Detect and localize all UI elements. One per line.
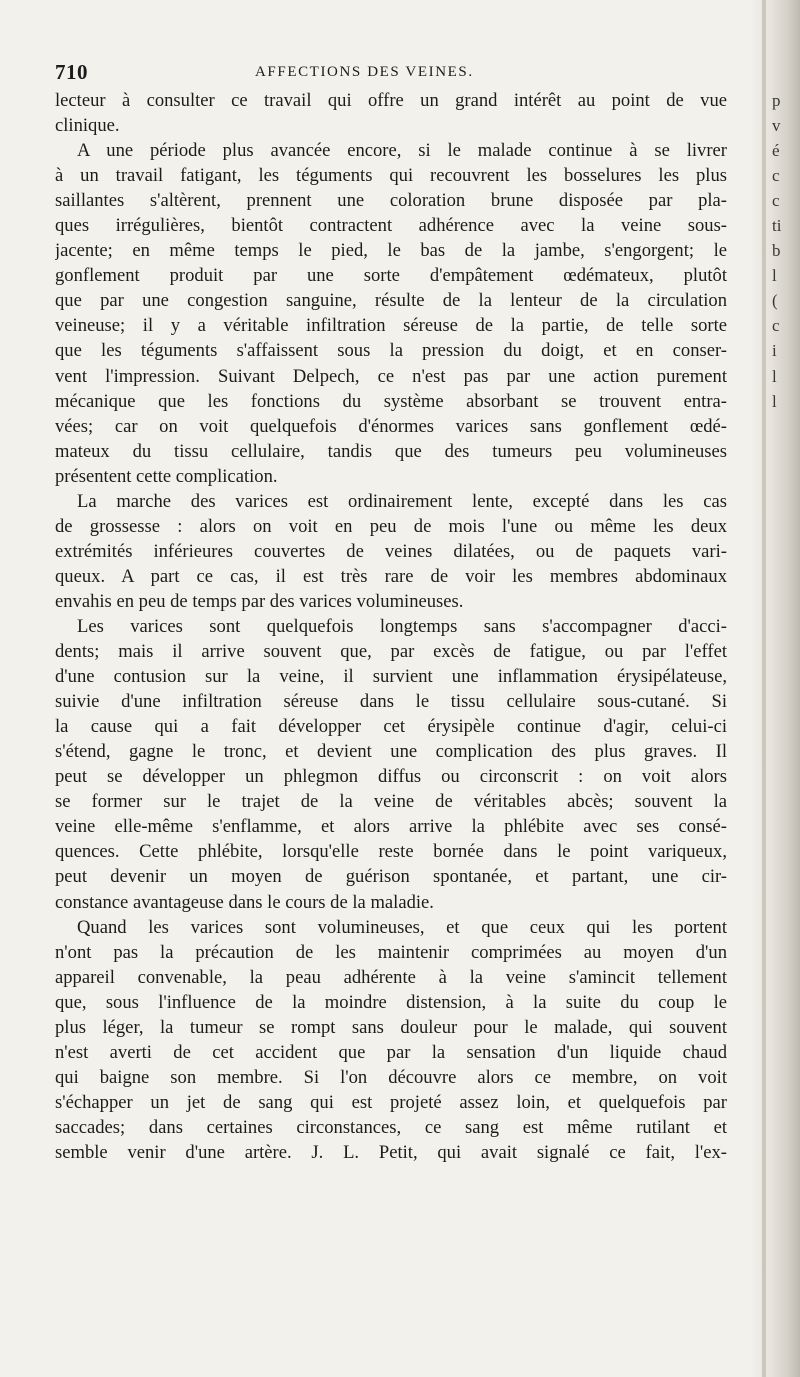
- text-line: suivie d'une infiltration séreuse dans le tissu cellulaire sous-cutané. Si: [55, 691, 727, 713]
- text-line: vées; car on voit quelquefois d'énormes varices sans gonflement œdé-: [55, 415, 727, 437]
- text-line: queux. A part ce cas, il est très rare de voir les membres abdominaux: [55, 565, 727, 587]
- margin-fragment: v: [772, 116, 781, 136]
- margin-fragment: (: [772, 291, 778, 311]
- margin-fragment: c: [772, 166, 780, 186]
- margin-fragment: l: [772, 366, 777, 386]
- margin-fragment: ti: [772, 216, 782, 236]
- text-line: plus léger, la tumeur se rompt sans douleur pour le malade, qui souvent: [55, 1016, 727, 1038]
- text-line: que, sous l'influence de la moindre distension, à la suite du coup le: [55, 991, 727, 1013]
- margin-fragment: c: [772, 316, 780, 336]
- text-line: lecteur à consulter ce travail qui offre un grand intérêt au point de vue: [55, 90, 727, 111]
- text-line: de grossesse : alors on voit en peu de mois l'une ou même les deux: [55, 515, 727, 537]
- page-number: 710: [55, 60, 88, 84]
- text-line: peut devenir un moyen de guérison spontanée, et partant, une cir-: [55, 866, 727, 888]
- margin-fragment: i: [772, 341, 777, 361]
- margin-fragment: b: [772, 241, 781, 261]
- binding-edge: [752, 0, 800, 1377]
- paragraph-start-line: A une période plus avancée encore, si le malade continue à se livrer: [77, 140, 727, 162]
- text-line: veineuse; il y a véritable infiltration séreuse de la partie, de telle sorte: [55, 315, 727, 337]
- text-line: ques irrégulières, bientôt contractent adhérence avec la veine sous-: [55, 215, 727, 237]
- text-line: semble venir d'une artère. J. L. Petit, qui avait signalé ce fait, l'ex-: [55, 1141, 727, 1163]
- text-line: mécanique que les fonctions du système absorbant se trouvent entra-: [55, 390, 727, 412]
- text-line: que par une congestion sanguine, résulte de la lenteur de la circulation: [55, 290, 727, 312]
- text-line: appareil convenable, la peau adhérente à la veine s'amincit tellement: [55, 966, 727, 988]
- text-line: extrémités inférieures couvertes de veines dilatées, ou de paquets vari-: [55, 540, 727, 562]
- margin-fragment: l: [772, 266, 777, 286]
- paragraph-start-line: La marche des varices est ordinairement lente, excepté dans les cas: [77, 490, 727, 512]
- margin-fragment: l: [772, 391, 777, 411]
- text-line: clinique.: [55, 115, 120, 137]
- text-line: qui baigne son membre. Si l'on découvre alors ce membre, on voit: [55, 1066, 727, 1088]
- text-line: quences. Cette phlébite, lorsqu'elle reste bornée dans le point variqueux,: [55, 841, 727, 863]
- margin-fragment: é: [772, 141, 780, 161]
- text-line: veine elle-même s'enflamme, et alors arrive la phlébite avec ses consé-: [55, 816, 727, 838]
- body-text: [55, 88, 727, 1165]
- text-line: n'ont pas la précaution de les maintenir comprimées au moyen d'un: [55, 941, 727, 963]
- text-line: envahis en peu de temps par des varices volumineuses.: [55, 590, 464, 612]
- text-line: dents; mais il arrive souvent que, par excès de fatigue, ou par l'effet: [55, 641, 727, 663]
- facing-page-fragments: [772, 88, 794, 414]
- text-line: la cause qui a fait développer cet érysipèle continue d'agir, celui-ci: [55, 716, 727, 738]
- margin-fragment: p: [772, 91, 781, 110]
- text-line: gonflement produit par une sorte d'empâtement œdémateux, plutôt: [55, 265, 727, 287]
- text-line: à un travail fatigant, les téguments qui recouvrent les bosselures les plus: [55, 165, 727, 187]
- text-line: n'est averti de cet accident que par la sensation d'un liquide chaud: [55, 1041, 727, 1063]
- text-line: mateux du tissu cellulaire, tandis que des tumeurs peu volumineuses: [55, 440, 727, 462]
- paragraph-start-line: Quand les varices sont volumineuses, et que ceux qui les portent: [77, 916, 727, 938]
- page-fold-shadow: [762, 0, 766, 1377]
- text-line: s'échapper un jet de sang qui est projeté assez loin, et quelquefois par: [55, 1091, 727, 1113]
- text-line: se former sur le trajet de la veine de véritables abcès; souvent la: [55, 791, 727, 813]
- text-line: présentent cette complication.: [55, 465, 278, 487]
- page-header: [55, 60, 727, 86]
- text-line: peut se développer un phlegmon diffus ou circonscrit : on voit alors: [55, 766, 727, 788]
- text-line: s'étend, gagne le tronc, et devient une complication des plus graves. Il: [55, 741, 727, 763]
- text-line: jacente; en même temps le pied, le bas de la jambe, s'engorgent; le: [55, 240, 727, 262]
- text-line: vent l'impression. Suivant Delpech, ce n'est pas par une action purement: [55, 365, 727, 387]
- paragraph-start-line: Les varices sont quelquefois longtemps sans s'accompagner d'acci-: [77, 615, 727, 637]
- running-title: AFFECTIONS DES VEINES.: [255, 64, 474, 80]
- text-line: saccades; dans certaines circonstances, ce sang est même rutilant et: [55, 1116, 727, 1138]
- text-line: que les téguments s'affaissent sous la pression du doigt, et en conser-: [55, 340, 727, 362]
- text-line: saillantes s'altèrent, prennent une coloration brune disposée par pla-: [55, 190, 727, 212]
- margin-fragment: c: [772, 191, 780, 211]
- text-line: constance avantageuse dans le cours de la maladie.: [55, 891, 434, 913]
- text-line: d'une contusion sur la veine, il survient une inflammation érysipélateuse,: [55, 666, 727, 688]
